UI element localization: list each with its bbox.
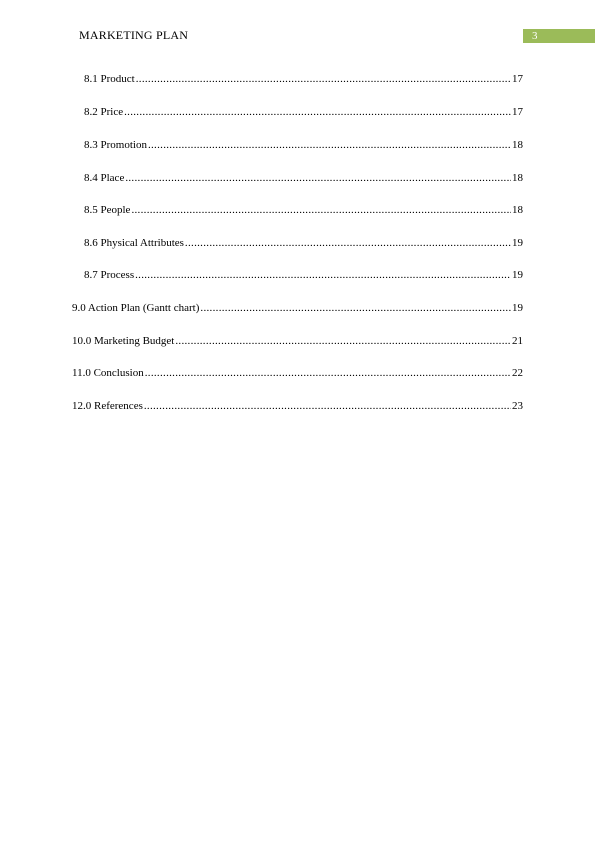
- toc-entry[interactable]: [84, 236, 523, 250]
- toc-leader-dots: [124, 105, 511, 119]
- toc-entry-label: 8.3 Promotion: [84, 139, 147, 151]
- toc-entry-page: 17: [512, 106, 523, 118]
- toc-entry-page: 19: [512, 302, 523, 314]
- page-number: 3: [532, 30, 538, 42]
- toc-entry[interactable]: [84, 138, 523, 152]
- toc-entry-label: 11.0 Conclusion: [72, 367, 144, 379]
- toc-entry[interactable]: [84, 105, 523, 119]
- toc-leader-dots: [135, 268, 511, 282]
- toc-entry-page: 22: [512, 367, 523, 379]
- toc-leader-dots: [136, 72, 511, 86]
- toc-entry-page: 19: [512, 269, 523, 281]
- toc-entry-label: 8.7 Process: [84, 269, 135, 281]
- toc-entry-label: 12.0 References: [72, 400, 143, 412]
- toc-entry-page: 18: [512, 139, 523, 151]
- toc-entry[interactable]: [84, 268, 523, 282]
- toc-leader-dots: [175, 334, 511, 348]
- toc-entry[interactable]: [84, 203, 523, 217]
- toc-entry[interactable]: [72, 301, 523, 315]
- running-header-title: MARKETING PLAN: [79, 28, 189, 42]
- toc-entry-label: 8.6 Physical Attributes: [84, 237, 184, 249]
- toc-leader-dots: [144, 399, 511, 413]
- toc-entry-label: 8.5 People: [84, 204, 131, 216]
- toc-entry[interactable]: [72, 366, 523, 380]
- toc-entry[interactable]: [84, 171, 523, 185]
- toc-leader-dots: [131, 203, 511, 217]
- toc-entry-label: 10.0 Marketing Budget: [72, 335, 175, 347]
- toc-entry-page: 21: [512, 335, 523, 347]
- toc-entry-page: 18: [512, 172, 523, 184]
- toc-entry[interactable]: [84, 72, 523, 86]
- toc-entry-page: 19: [512, 237, 523, 249]
- toc-entry-label: 9.0 Action Plan (Gantt chart): [72, 302, 200, 314]
- toc-leader-dots: [148, 138, 511, 152]
- toc-leader-dots: [200, 301, 511, 315]
- toc-entry-page: 17: [512, 73, 523, 85]
- toc-leader-dots: [145, 366, 511, 380]
- toc-entry-page: 23: [512, 400, 523, 412]
- toc-entry-label: 8.1 Product: [84, 73, 135, 85]
- toc-leader-dots: [185, 236, 511, 250]
- toc-leader-dots: [125, 171, 511, 185]
- page-number-badge: [523, 29, 595, 43]
- toc-entry-page: 18: [512, 204, 523, 216]
- toc-entry[interactable]: [72, 334, 523, 348]
- toc-entry[interactable]: [72, 399, 523, 413]
- toc-entry-label: 8.2 Price: [84, 106, 124, 118]
- toc-entry-label: 8.4 Place: [84, 172, 125, 184]
